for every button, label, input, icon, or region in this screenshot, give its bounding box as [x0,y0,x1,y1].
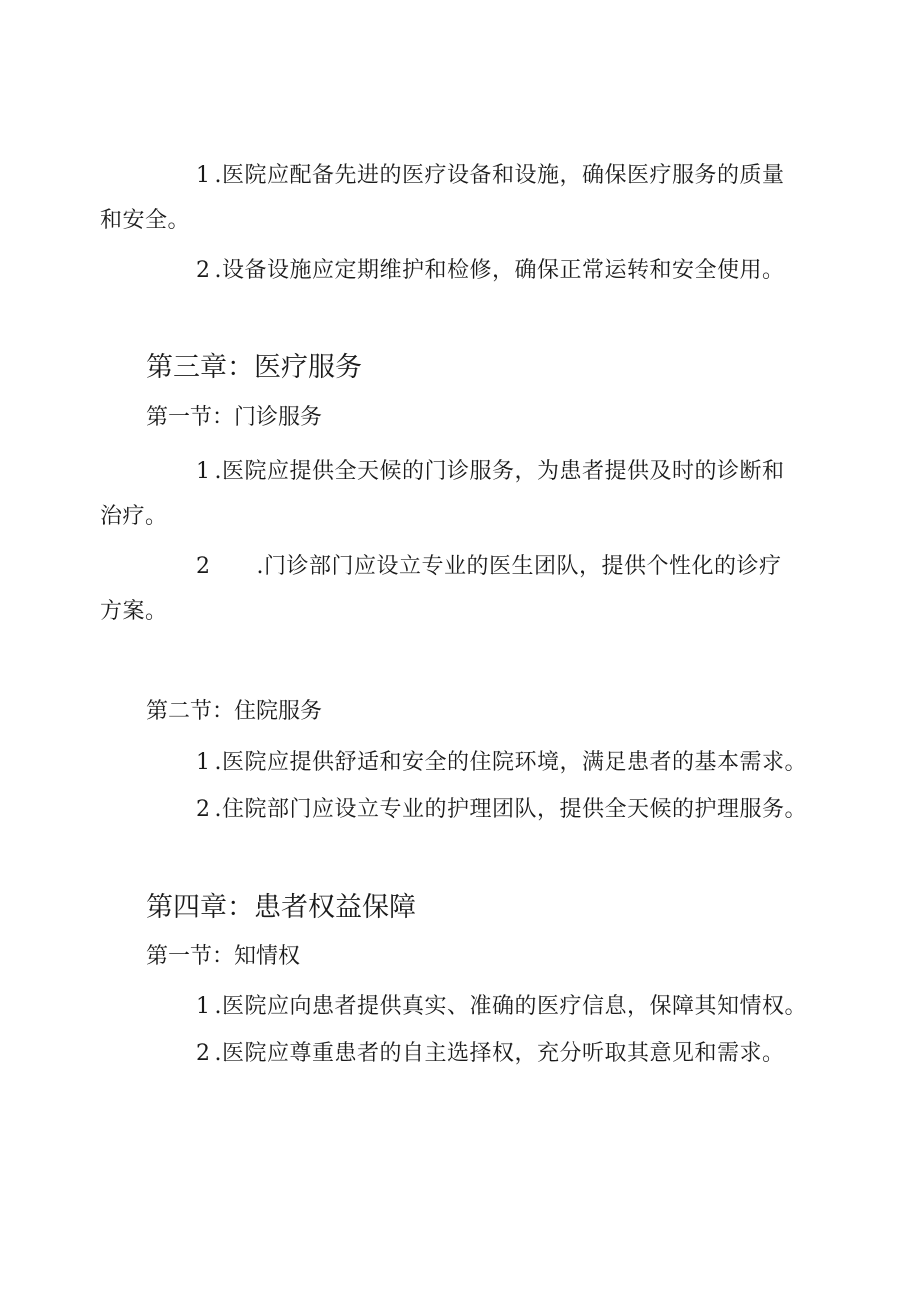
section-heading: 第一节：门诊服务 [146,405,323,430]
list-item-number: 1 [196,163,211,188]
list-item [100,984,807,1029]
list-item-text: .医院应提供全天候的门诊服务，为患者提供及时的诊断和治疗。 [100,459,785,529]
list-item [100,544,790,634]
list-item-text: .医院应向患者提供真实、准确的医疗信息，保障其知情权。 [214,994,807,1019]
list-item-number: 2 [196,797,211,822]
list-item [100,787,807,832]
section-heading: 第二节：住院服务 [146,699,323,724]
list-item [100,1031,790,1076]
list-item-number: 1 [196,994,211,1019]
list-item [100,449,790,539]
list-item-number: 2 [196,1041,211,1066]
list-item [100,153,790,243]
chapter-heading: 第三章：医疗服务 [146,352,362,383]
list-item [100,740,807,785]
list-item-text: .设备设施应定期维护和检修，确保正常运转和安全使用。 [214,258,785,283]
list-item-text: .门诊部门应设立专业的医生团队，提供个性化的诊疗方案。 [100,554,782,624]
list-item-text: .医院应提供舒适和安全的住院环境，满足患者的基本需求。 [214,750,807,775]
list-item-text: .住院部门应设立专业的护理团队，提供全天候的护理服务。 [214,797,807,822]
list-item-text: .医院应尊重患者的自主选择权，充分听取其意见和需求。 [214,1041,785,1066]
list-item-number: 1 [196,750,211,775]
list-item [100,248,790,293]
chapter-heading: 第四章：患者权益保障 [146,892,416,923]
list-item-number: 1 [196,459,211,484]
list-item-number: 2 [196,258,211,283]
section-heading: 第一节：知情权 [146,944,301,969]
list-item-number: 2 [196,554,211,579]
list-item-text: .医院应配备先进的医疗设备和设施，确保医疗服务的质量和安全。 [100,163,785,233]
